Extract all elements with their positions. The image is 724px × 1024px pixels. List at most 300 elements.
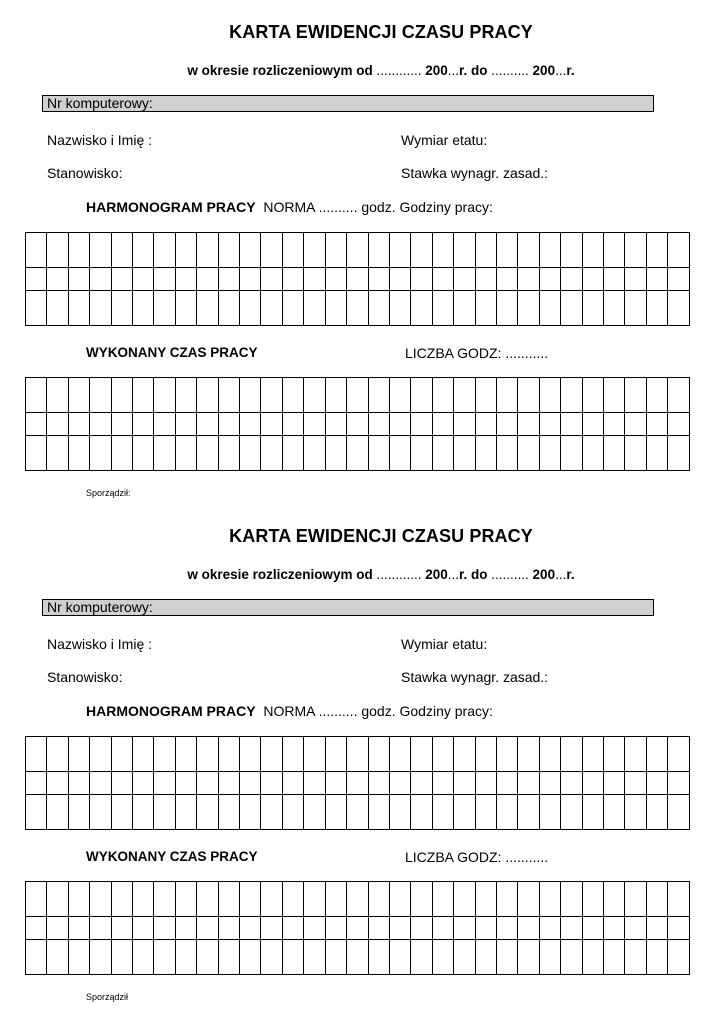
grid-cell[interactable] <box>111 268 132 291</box>
grid-cell[interactable] <box>282 233 303 268</box>
grid-cell[interactable] <box>26 268 47 291</box>
grid-cell[interactable] <box>646 882 667 917</box>
grid-cell[interactable] <box>47 233 68 268</box>
grid-cell[interactable] <box>561 233 582 268</box>
grid-cell[interactable] <box>68 291 89 326</box>
grid-cell[interactable] <box>154 940 175 975</box>
grid-cell[interactable] <box>347 940 368 975</box>
grid-cell[interactable] <box>347 413 368 436</box>
grid-cell[interactable] <box>261 436 282 471</box>
grid-cell[interactable] <box>240 795 261 830</box>
grid-cell[interactable] <box>261 940 282 975</box>
grid-cell[interactable] <box>411 882 432 917</box>
grid-cell[interactable] <box>175 772 196 795</box>
grid-cell[interactable] <box>539 940 560 975</box>
grid-cell[interactable] <box>496 795 517 830</box>
grid-cell[interactable] <box>218 268 239 291</box>
grid-cell[interactable] <box>432 795 453 830</box>
grid-cell[interactable] <box>496 233 517 268</box>
grid-cell[interactable] <box>539 436 560 471</box>
grid-cell[interactable] <box>282 795 303 830</box>
grid-cell[interactable] <box>625 268 646 291</box>
grid-cell[interactable] <box>240 882 261 917</box>
grid-cell[interactable] <box>475 378 496 413</box>
grid-cell[interactable] <box>625 233 646 268</box>
grid-cell[interactable] <box>261 737 282 772</box>
grid-cell[interactable] <box>175 940 196 975</box>
grid-cell[interactable] <box>47 413 68 436</box>
grid-cell[interactable] <box>90 268 111 291</box>
grid-cell[interactable] <box>411 268 432 291</box>
grid-cell[interactable] <box>175 233 196 268</box>
grid-cell[interactable] <box>668 378 690 413</box>
grid-cell[interactable] <box>432 772 453 795</box>
grid-cell[interactable] <box>240 436 261 471</box>
grid-cell[interactable] <box>218 291 239 326</box>
grid-cell[interactable] <box>111 737 132 772</box>
grid-cell[interactable] <box>197 795 218 830</box>
grid-cell[interactable] <box>518 413 539 436</box>
grid-cell[interactable] <box>133 917 154 940</box>
grid-cell[interactable] <box>26 291 47 326</box>
grid-cell[interactable] <box>240 291 261 326</box>
grid-cell[interactable] <box>111 795 132 830</box>
grid-cell[interactable] <box>389 795 410 830</box>
grid-cell[interactable] <box>133 268 154 291</box>
grid-cell[interactable] <box>325 772 346 795</box>
grid-cell[interactable] <box>175 291 196 326</box>
grid-cell[interactable] <box>68 795 89 830</box>
grid-cell[interactable] <box>197 917 218 940</box>
grid-cell[interactable] <box>218 882 239 917</box>
grid-cell[interactable] <box>197 882 218 917</box>
grid-cell[interactable] <box>625 917 646 940</box>
grid-cell[interactable] <box>90 737 111 772</box>
grid-cell[interactable] <box>582 882 603 917</box>
grid-cell[interactable] <box>518 291 539 326</box>
grid-cell[interactable] <box>646 436 667 471</box>
grid-cell[interactable] <box>218 737 239 772</box>
grid-cell[interactable] <box>646 795 667 830</box>
grid-cell[interactable] <box>518 436 539 471</box>
grid-cell[interactable] <box>646 737 667 772</box>
grid-cell[interactable] <box>389 436 410 471</box>
grid-cell[interactable] <box>389 291 410 326</box>
grid-cell[interactable] <box>432 291 453 326</box>
grid-cell[interactable] <box>197 413 218 436</box>
grid-cell[interactable] <box>496 268 517 291</box>
grid-cell[interactable] <box>26 436 47 471</box>
grid-cell[interactable] <box>47 436 68 471</box>
grid-cell[interactable] <box>475 940 496 975</box>
grid-cell[interactable] <box>325 940 346 975</box>
grid-cell[interactable] <box>582 795 603 830</box>
grid-cell[interactable] <box>261 233 282 268</box>
grid-cell[interactable] <box>496 917 517 940</box>
grid-cell[interactable] <box>539 737 560 772</box>
grid-cell[interactable] <box>603 795 624 830</box>
grid-cell[interactable] <box>582 737 603 772</box>
grid-cell[interactable] <box>90 940 111 975</box>
grid-cell[interactable] <box>561 940 582 975</box>
grid-cell[interactable] <box>368 940 389 975</box>
grid-cell[interactable] <box>368 291 389 326</box>
grid-cell[interactable] <box>432 737 453 772</box>
grid-cell[interactable] <box>432 882 453 917</box>
grid-cell[interactable] <box>603 917 624 940</box>
grid-cell[interactable] <box>539 772 560 795</box>
grid-cell[interactable] <box>304 882 325 917</box>
grid-cell[interactable] <box>561 772 582 795</box>
grid-cell[interactable] <box>646 772 667 795</box>
grid-cell[interactable] <box>668 795 690 830</box>
grid-cell[interactable] <box>668 413 690 436</box>
grid-cell[interactable] <box>154 917 175 940</box>
grid-cell[interactable] <box>582 917 603 940</box>
grid-cell[interactable] <box>26 378 47 413</box>
grid-cell[interactable] <box>240 413 261 436</box>
grid-cell[interactable] <box>68 413 89 436</box>
grid-cell[interactable] <box>282 772 303 795</box>
grid-cell[interactable] <box>347 378 368 413</box>
grid-cell[interactable] <box>411 917 432 940</box>
grid-cell[interactable] <box>133 882 154 917</box>
grid-cell[interactable] <box>240 917 261 940</box>
grid-cell[interactable] <box>68 772 89 795</box>
grid-cell[interactable] <box>368 737 389 772</box>
grid-cell[interactable] <box>603 436 624 471</box>
grid-cell[interactable] <box>304 737 325 772</box>
grid-cell[interactable] <box>411 413 432 436</box>
grid-cell[interactable] <box>475 737 496 772</box>
grid-cell[interactable] <box>561 737 582 772</box>
grid-cell[interactable] <box>47 378 68 413</box>
grid-cell[interactable] <box>68 917 89 940</box>
grid-cell[interactable] <box>561 378 582 413</box>
grid-cell[interactable] <box>625 413 646 436</box>
grid-cell[interactable] <box>111 882 132 917</box>
grid-cell[interactable] <box>282 882 303 917</box>
grid-cell[interactable] <box>496 378 517 413</box>
grid-cell[interactable] <box>668 233 690 268</box>
grid-cell[interactable] <box>304 795 325 830</box>
grid-cell[interactable] <box>432 940 453 975</box>
grid-cell[interactable] <box>582 436 603 471</box>
grid-cell[interactable] <box>432 917 453 940</box>
grid-cell[interactable] <box>282 378 303 413</box>
grid-cell[interactable] <box>411 772 432 795</box>
grid-cell[interactable] <box>561 917 582 940</box>
grid-cell[interactable] <box>603 737 624 772</box>
grid-cell[interactable] <box>111 233 132 268</box>
grid-cell[interactable] <box>603 772 624 795</box>
grid-cell[interactable] <box>454 940 475 975</box>
grid-cell[interactable] <box>668 291 690 326</box>
grid-cell[interactable] <box>304 268 325 291</box>
grid-cell[interactable] <box>625 378 646 413</box>
grid-cell[interactable] <box>646 413 667 436</box>
grid-cell[interactable] <box>282 940 303 975</box>
grid-cell[interactable] <box>240 772 261 795</box>
grid-cell[interactable] <box>325 291 346 326</box>
grid-cell[interactable] <box>26 772 47 795</box>
grid-cell[interactable] <box>261 413 282 436</box>
grid-cell[interactable] <box>347 291 368 326</box>
grid-cell[interactable] <box>304 291 325 326</box>
grid-cell[interactable] <box>496 737 517 772</box>
computer-number-field[interactable]: Nr komputerowy: <box>42 95 654 112</box>
grid-cell[interactable] <box>261 378 282 413</box>
grid-cell[interactable] <box>668 917 690 940</box>
grid-cell[interactable] <box>475 413 496 436</box>
grid-cell[interactable] <box>304 233 325 268</box>
grid-cell[interactable] <box>26 882 47 917</box>
grid-cell[interactable] <box>668 882 690 917</box>
grid-cell[interactable] <box>475 917 496 940</box>
grid-cell[interactable] <box>411 233 432 268</box>
grid-cell[interactable] <box>68 737 89 772</box>
grid-cell[interactable] <box>304 917 325 940</box>
grid-cell[interactable] <box>603 940 624 975</box>
grid-cell[interactable] <box>90 882 111 917</box>
grid-cell[interactable] <box>304 940 325 975</box>
grid-cell[interactable] <box>389 268 410 291</box>
grid-cell[interactable] <box>561 436 582 471</box>
grid-cell[interactable] <box>218 795 239 830</box>
grid-cell[interactable] <box>668 268 690 291</box>
grid-cell[interactable] <box>175 378 196 413</box>
grid-cell[interactable] <box>411 436 432 471</box>
grid-cell[interactable] <box>368 378 389 413</box>
grid-cell[interactable] <box>90 291 111 326</box>
grid-cell[interactable] <box>282 291 303 326</box>
grid-cell[interactable] <box>26 233 47 268</box>
grid-cell[interactable] <box>325 413 346 436</box>
grid-cell[interactable] <box>154 772 175 795</box>
grid-cell[interactable] <box>625 940 646 975</box>
grid-cell[interactable] <box>368 917 389 940</box>
grid-cell[interactable] <box>47 795 68 830</box>
grid-cell[interactable] <box>432 413 453 436</box>
grid-cell[interactable] <box>411 737 432 772</box>
grid-cell[interactable] <box>325 917 346 940</box>
grid-cell[interactable] <box>26 737 47 772</box>
grid-cell[interactable] <box>325 795 346 830</box>
grid-cell[interactable] <box>496 772 517 795</box>
grid-cell[interactable] <box>432 378 453 413</box>
grid-cell[interactable] <box>646 917 667 940</box>
grid-cell[interactable] <box>218 413 239 436</box>
grid-cell[interactable] <box>646 268 667 291</box>
grid-cell[interactable] <box>111 436 132 471</box>
grid-cell[interactable] <box>197 772 218 795</box>
grid-cell[interactable] <box>561 413 582 436</box>
grid-cell[interactable] <box>368 882 389 917</box>
grid-cell[interactable] <box>603 291 624 326</box>
grid-cell[interactable] <box>154 378 175 413</box>
grid-cell[interactable] <box>582 268 603 291</box>
grid-cell[interactable] <box>518 882 539 917</box>
grid-cell[interactable] <box>90 795 111 830</box>
grid-cell[interactable] <box>668 772 690 795</box>
grid-cell[interactable] <box>389 233 410 268</box>
grid-cell[interactable] <box>518 940 539 975</box>
grid-cell[interactable] <box>475 795 496 830</box>
grid-cell[interactable] <box>668 436 690 471</box>
grid-cell[interactable] <box>68 436 89 471</box>
grid-cell[interactable] <box>47 737 68 772</box>
grid-cell[interactable] <box>389 882 410 917</box>
grid-cell[interactable] <box>582 940 603 975</box>
grid-cell[interactable] <box>325 882 346 917</box>
grid-cell[interactable] <box>389 413 410 436</box>
grid-cell[interactable] <box>539 378 560 413</box>
grid-cell[interactable] <box>411 795 432 830</box>
grid-cell[interactable] <box>539 233 560 268</box>
grid-cell[interactable] <box>261 268 282 291</box>
grid-cell[interactable] <box>625 795 646 830</box>
grid-cell[interactable] <box>368 233 389 268</box>
grid-cell[interactable] <box>454 413 475 436</box>
grid-cell[interactable] <box>496 291 517 326</box>
grid-cell[interactable] <box>496 882 517 917</box>
grid-cell[interactable] <box>218 436 239 471</box>
grid-cell[interactable] <box>561 291 582 326</box>
grid-cell[interactable] <box>90 413 111 436</box>
grid-cell[interactable] <box>197 378 218 413</box>
grid-cell[interactable] <box>47 917 68 940</box>
grid-cell[interactable] <box>347 882 368 917</box>
computer-number-field[interactable]: Nr komputerowy: <box>42 599 654 616</box>
grid-cell[interactable] <box>347 436 368 471</box>
grid-cell[interactable] <box>539 413 560 436</box>
grid-cell[interactable] <box>368 268 389 291</box>
grid-cell[interactable] <box>454 882 475 917</box>
grid-cell[interactable] <box>368 436 389 471</box>
grid-cell[interactable] <box>475 882 496 917</box>
grid-cell[interactable] <box>240 233 261 268</box>
grid-cell[interactable] <box>389 378 410 413</box>
grid-cell[interactable] <box>646 378 667 413</box>
grid-cell[interactable] <box>304 413 325 436</box>
grid-cell[interactable] <box>26 940 47 975</box>
grid-cell[interactable] <box>154 268 175 291</box>
grid-cell[interactable] <box>347 233 368 268</box>
grid-cell[interactable] <box>454 378 475 413</box>
grid-cell[interactable] <box>240 737 261 772</box>
grid-cell[interactable] <box>133 233 154 268</box>
grid-cell[interactable] <box>175 413 196 436</box>
grid-cell[interactable] <box>68 268 89 291</box>
grid-cell[interactable] <box>518 917 539 940</box>
grid-cell[interactable] <box>154 737 175 772</box>
grid-cell[interactable] <box>133 378 154 413</box>
grid-cell[interactable] <box>133 772 154 795</box>
grid-cell[interactable] <box>668 940 690 975</box>
grid-cell[interactable] <box>518 233 539 268</box>
grid-cell[interactable] <box>454 436 475 471</box>
grid-cell[interactable] <box>603 413 624 436</box>
grid-cell[interactable] <box>175 882 196 917</box>
grid-cell[interactable] <box>261 795 282 830</box>
grid-cell[interactable] <box>454 917 475 940</box>
grid-cell[interactable] <box>561 882 582 917</box>
grid-cell[interactable] <box>603 882 624 917</box>
grid-cell[interactable] <box>197 268 218 291</box>
grid-cell[interactable] <box>111 291 132 326</box>
grid-cell[interactable] <box>133 291 154 326</box>
grid-cell[interactable] <box>282 917 303 940</box>
grid-cell[interactable] <box>175 795 196 830</box>
grid-cell[interactable] <box>240 378 261 413</box>
grid-cell[interactable] <box>26 917 47 940</box>
grid-cell[interactable] <box>218 233 239 268</box>
grid-cell[interactable] <box>154 795 175 830</box>
grid-cell[interactable] <box>411 378 432 413</box>
grid-cell[interactable] <box>625 772 646 795</box>
grid-cell[interactable] <box>68 882 89 917</box>
grid-cell[interactable] <box>454 737 475 772</box>
grid-cell[interactable] <box>625 436 646 471</box>
grid-cell[interactable] <box>368 772 389 795</box>
grid-cell[interactable] <box>561 795 582 830</box>
grid-cell[interactable] <box>625 882 646 917</box>
grid-cell[interactable] <box>90 436 111 471</box>
grid-cell[interactable] <box>539 268 560 291</box>
grid-cell[interactable] <box>625 291 646 326</box>
grid-cell[interactable] <box>603 268 624 291</box>
grid-cell[interactable] <box>282 436 303 471</box>
grid-cell[interactable] <box>175 917 196 940</box>
grid-cell[interactable] <box>454 772 475 795</box>
grid-cell[interactable] <box>347 917 368 940</box>
grid-cell[interactable] <box>47 882 68 917</box>
grid-cell[interactable] <box>133 737 154 772</box>
grid-cell[interactable] <box>325 378 346 413</box>
grid-cell[interactable] <box>197 737 218 772</box>
grid-cell[interactable] <box>411 291 432 326</box>
grid-cell[interactable] <box>218 940 239 975</box>
grid-cell[interactable] <box>561 268 582 291</box>
grid-cell[interactable] <box>111 940 132 975</box>
grid-cell[interactable] <box>47 268 68 291</box>
grid-cell[interactable] <box>154 436 175 471</box>
grid-cell[interactable] <box>133 795 154 830</box>
grid-cell[interactable] <box>197 233 218 268</box>
grid-cell[interactable] <box>454 268 475 291</box>
grid-cell[interactable] <box>518 378 539 413</box>
grid-cell[interactable] <box>432 268 453 291</box>
grid-cell[interactable] <box>518 795 539 830</box>
grid-cell[interactable] <box>518 268 539 291</box>
grid-cell[interactable] <box>111 772 132 795</box>
grid-cell[interactable] <box>282 268 303 291</box>
grid-cell[interactable] <box>389 917 410 940</box>
grid-cell[interactable] <box>261 917 282 940</box>
grid-cell[interactable] <box>133 436 154 471</box>
grid-cell[interactable] <box>68 940 89 975</box>
grid-cell[interactable] <box>197 940 218 975</box>
grid-cell[interactable] <box>304 378 325 413</box>
grid-cell[interactable] <box>154 882 175 917</box>
grid-cell[interactable] <box>347 795 368 830</box>
grid-cell[interactable] <box>389 772 410 795</box>
grid-cell[interactable] <box>304 436 325 471</box>
grid-cell[interactable] <box>26 413 47 436</box>
grid-cell[interactable] <box>240 940 261 975</box>
grid-cell[interactable] <box>475 436 496 471</box>
grid-cell[interactable] <box>518 737 539 772</box>
